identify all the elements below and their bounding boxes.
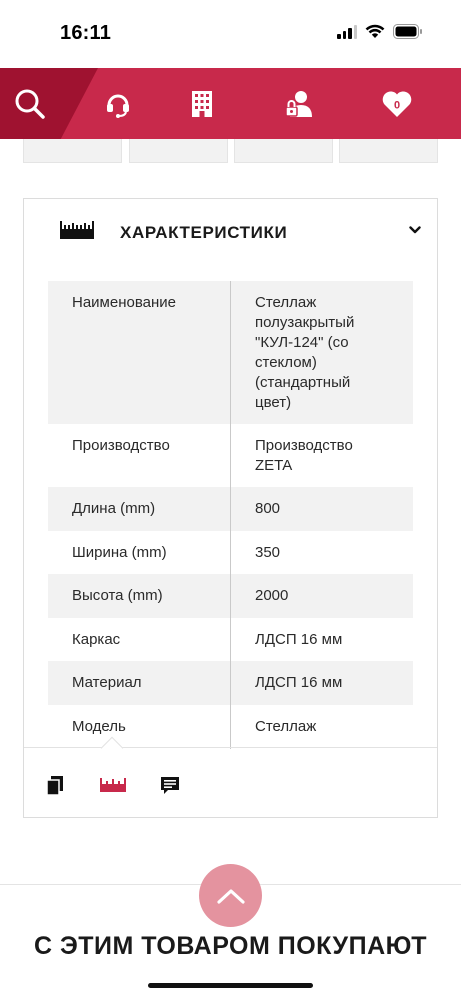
product-tab[interactable] bbox=[234, 139, 333, 163]
chevron-down-icon[interactable] bbox=[409, 225, 421, 235]
building-icon bbox=[191, 90, 213, 118]
chevron-up-icon bbox=[216, 887, 246, 905]
product-tab[interactable] bbox=[129, 139, 228, 163]
headset-icon bbox=[104, 90, 132, 118]
heart-icon bbox=[381, 90, 413, 118]
account-button[interactable] bbox=[282, 68, 316, 139]
spec-value: Стеллаж bbox=[255, 718, 317, 735]
status-bar bbox=[0, 0, 461, 68]
favorites-count: 0 bbox=[393, 99, 401, 111]
table-row bbox=[48, 531, 413, 574]
search-button[interactable] bbox=[10, 68, 50, 139]
home-indicator bbox=[148, 983, 313, 988]
spec-value: 350 bbox=[255, 544, 281, 561]
spec-value: Стеллаж полузакрытый "КУЛ-124" (со стеклом) (стандартный цвет) bbox=[255, 294, 355, 411]
characteristics-header[interactable] bbox=[24, 199, 437, 265]
stores-button[interactable] bbox=[187, 68, 217, 139]
spec-key: Материал bbox=[48, 661, 231, 705]
battery-icon bbox=[393, 24, 423, 39]
spec-key: Производство bbox=[48, 424, 231, 487]
table-row bbox=[48, 618, 413, 661]
characteristics-panel bbox=[23, 198, 438, 818]
spec-key: Каркас bbox=[48, 618, 231, 661]
spec-value: 800 bbox=[255, 500, 281, 517]
scroll-to-top-button[interactable] bbox=[199, 864, 262, 927]
table-row bbox=[48, 281, 413, 424]
documents-icon[interactable] bbox=[46, 776, 64, 796]
product-tab[interactable] bbox=[23, 139, 122, 163]
ruler-icon bbox=[60, 221, 94, 239]
search-icon bbox=[14, 88, 46, 120]
spec-value: ЛДСП 16 мм bbox=[255, 631, 343, 648]
spec-value: ЛДСП 16 мм bbox=[255, 674, 343, 691]
table-row bbox=[48, 487, 413, 531]
comment-icon[interactable] bbox=[160, 776, 180, 796]
spec-key: Длина (mm) bbox=[48, 487, 231, 531]
wifi-icon bbox=[365, 24, 385, 39]
ruler-tab-icon[interactable] bbox=[100, 778, 126, 792]
spec-key: Ширина (mm) bbox=[48, 531, 231, 574]
table-row bbox=[48, 705, 413, 749]
spec-value: 2000 bbox=[255, 587, 289, 604]
panel-tab-bar bbox=[24, 747, 437, 819]
characteristics-table bbox=[48, 281, 413, 749]
table-row bbox=[48, 574, 413, 618]
user-lock-icon bbox=[284, 90, 314, 118]
related-products-title: С ЭТИМ ТОВАРОМ ПОКУПАЮТ bbox=[33, 932, 428, 960]
table-row bbox=[48, 661, 413, 705]
spec-key: Наименование bbox=[48, 281, 231, 424]
spec-value: Производство ZETA bbox=[255, 437, 353, 474]
spec-key: Высота (mm) bbox=[48, 574, 231, 618]
product-tab-strip bbox=[23, 139, 438, 163]
characteristics-title: ХАРАКТЕРИСТИКИ bbox=[120, 223, 288, 242]
status-time: 16:11 bbox=[60, 22, 112, 44]
top-navigation bbox=[0, 68, 461, 139]
table-row bbox=[48, 424, 413, 487]
cellular-signal-icon bbox=[337, 25, 357, 39]
spec-key: Модель bbox=[48, 705, 231, 749]
favorites-button[interactable] bbox=[380, 68, 414, 139]
product-tab[interactable] bbox=[339, 139, 438, 163]
support-button[interactable] bbox=[100, 68, 136, 139]
status-icons bbox=[337, 24, 423, 39]
